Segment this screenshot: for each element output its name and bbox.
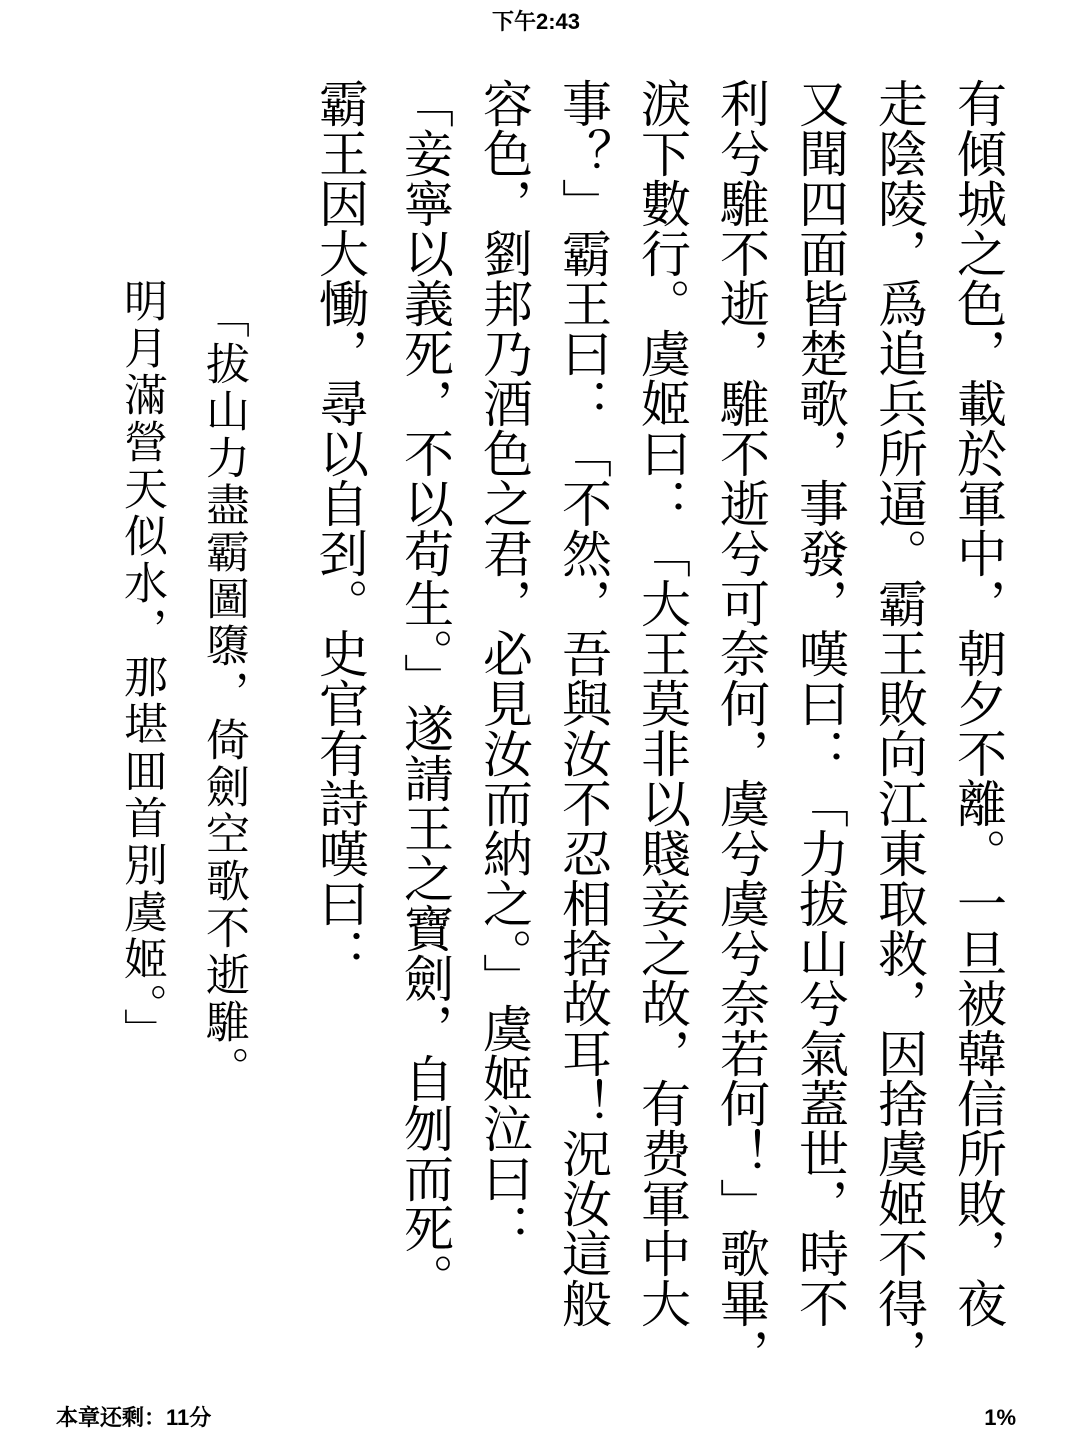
- poem-column-1: 「拔山力盡霸圖隳，倚劍空歌不逝騅。: [198, 294, 249, 1093]
- text-column-5: 淚下數行。虞姬曰：「大王莫非以賤妾之故，有费軍中大: [633, 78, 691, 1328]
- text-column-9: 霸王因大慟，尋以自刭。史官有詩嘆曰：: [311, 78, 369, 978]
- text-column-1: 有傾城之色，載於軍中，朝夕不離。一旦被韓信所敗，夜: [949, 78, 1007, 1328]
- text-column-4: 利兮騅不逝，騅不逝兮可奈何，虞兮虞兮奈若何！」歌畢，: [712, 78, 770, 1378]
- reading-progress: 1%: [984, 1405, 1016, 1430]
- text-column-2: 走陰陵，爲追兵所逼。霸王敗向江東取救，因捨虞姬不得，: [870, 78, 928, 1378]
- text-column-3: 又聞四面皆楚歌，事發，嘆曰：「力拔山兮氣蓋世，時不: [791, 78, 849, 1328]
- status-time: 下午2:43: [491, 9, 581, 34]
- chapter-time-remaining: 本章还剩：11分: [56, 1405, 212, 1430]
- text-column-7: 容色，劉邦乃酒色之君，必見汝而納之。」虞姬泣曰：: [475, 78, 533, 1253]
- text-column-8: 「妾寧以義死，不以苟生。」遂請王之寶劍，自刎而死。: [396, 78, 454, 1303]
- text-column-6: 事？」霸王曰：「不然，吾與汝不忍相捨故耳！況汝這般: [554, 78, 612, 1328]
- poem-column-2: 明月滿營天似水，那堪囬首別虞姬。」: [116, 278, 167, 1055]
